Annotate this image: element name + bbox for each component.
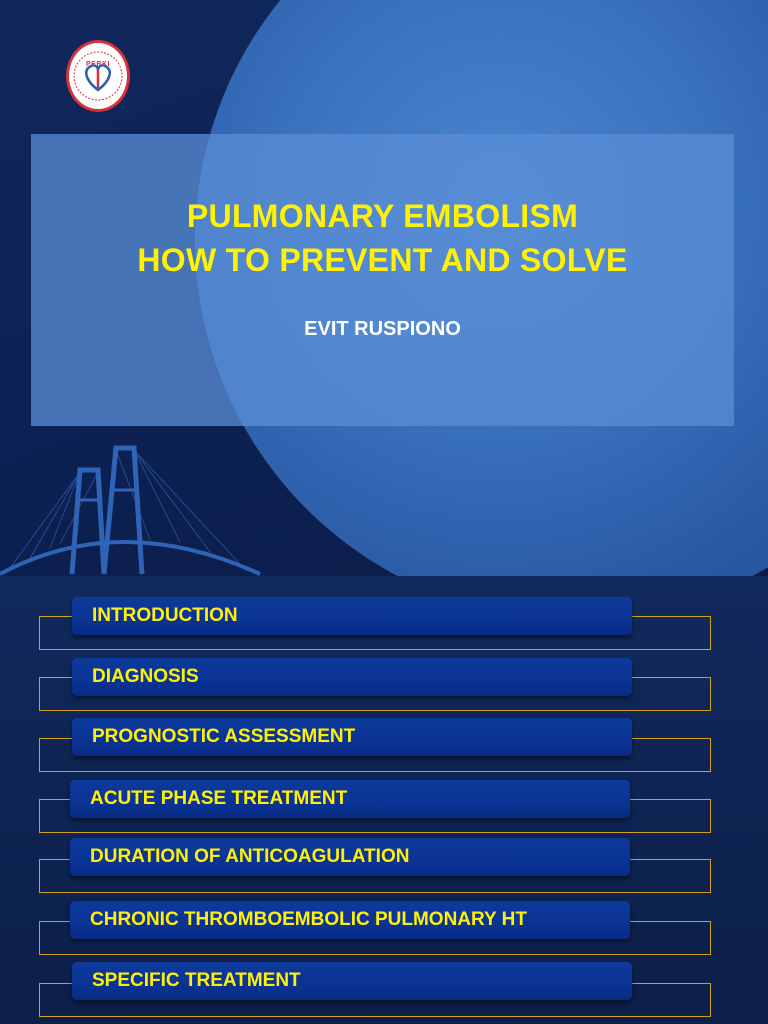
agenda-row — [0, 962, 768, 1022]
heart-logo-icon — [71, 46, 125, 106]
title-box — [31, 134, 734, 426]
agenda-row — [0, 838, 768, 898]
title-line-2: HOW TO PREVENT AND SOLVE — [137, 242, 628, 278]
agenda-row — [0, 596, 768, 656]
agenda-item-acute-phase-treatment[interactable] — [70, 780, 630, 818]
perki-logo — [66, 40, 130, 112]
agenda-item-specific-treatment[interactable] — [72, 962, 632, 1000]
agenda-item-label: INTRODUCTION — [92, 605, 238, 626]
agenda-item-label: CHRONIC THROMBOEMBOLIC PULMONARY HT — [90, 909, 527, 930]
agenda-row — [0, 901, 768, 961]
agenda-item-prognostic-assessment[interactable] — [72, 718, 632, 756]
agenda-item-label: ACUTE PHASE TREATMENT — [90, 788, 348, 809]
title-line-1: PULMONARY EMBOLISM — [186, 198, 579, 234]
logo-text: PERKI — [86, 61, 110, 68]
agenda-item-label: DIAGNOSIS — [92, 666, 199, 687]
agenda-item-label: PROGNOSTIC ASSESSMENT — [92, 726, 356, 747]
agenda-slide — [0, 576, 768, 1024]
agenda-item-diagnosis[interactable] — [72, 658, 632, 696]
agenda-row — [0, 717, 768, 777]
agenda-row — [0, 657, 768, 717]
agenda-item-introduction[interactable] — [72, 597, 632, 635]
bridge-graphic — [0, 440, 330, 576]
agenda-item-label: SPECIFIC TREATMENT — [92, 970, 301, 991]
author-name: EVIT RUSPIONO — [304, 318, 461, 340]
agenda-item-label: DURATION OF ANTICOAGULATION — [90, 846, 410, 867]
agenda-item-duration-of-anticoagulation[interactable] — [70, 838, 630, 876]
agenda-row — [0, 779, 768, 839]
agenda-item-chronic-thromboembolic-pulmonary-ht[interactable] — [70, 901, 630, 939]
